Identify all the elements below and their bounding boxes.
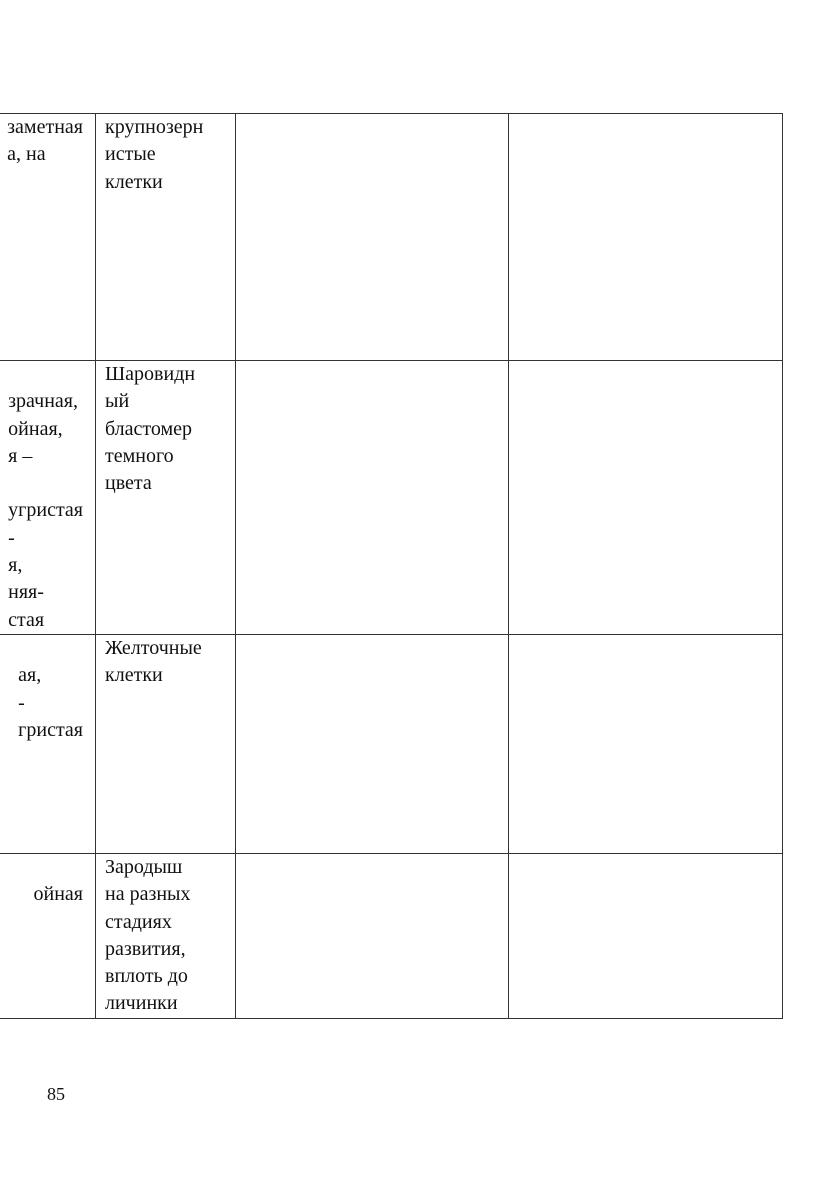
table-cell <box>508 361 783 635</box>
table-cell <box>0 114 96 361</box>
table-cell <box>235 854 509 1018</box>
cell-text: Желточные клетки <box>105 637 202 687</box>
table-row <box>0 634 783 854</box>
table-cell <box>235 361 509 635</box>
table-cell <box>508 114 783 361</box>
table-cell <box>508 854 783 1018</box>
table-cell <box>95 635 236 854</box>
table-cell <box>0 361 96 635</box>
cell-text: зрачная, ойная, я – угристая - я, няя- стая <box>8 390 83 631</box>
table-cell <box>95 361 236 635</box>
cell-text: ая, - гристая <box>18 664 83 741</box>
table-cell <box>0 854 96 1018</box>
table-cell <box>95 114 236 361</box>
cell-text: крупнозерн истые клетки <box>105 116 204 193</box>
table-cell <box>0 635 96 854</box>
table-cell <box>235 635 509 854</box>
table-cell <box>508 635 783 854</box>
cell-text: заметная а, на <box>7 116 83 166</box>
cell-text: Зародыш на разных стадиях развития, вплоть до личинки <box>105 856 191 1015</box>
page-number: 85 <box>47 1084 65 1104</box>
table-row <box>0 360 783 635</box>
cell-text: Шаровидн ый бластомер темного цвета <box>105 363 196 495</box>
table-cell <box>95 854 236 1018</box>
table-row <box>0 113 783 361</box>
table-cell <box>235 114 509 361</box>
table-row <box>0 853 783 1019</box>
cell-text: ойная <box>33 883 83 906</box>
